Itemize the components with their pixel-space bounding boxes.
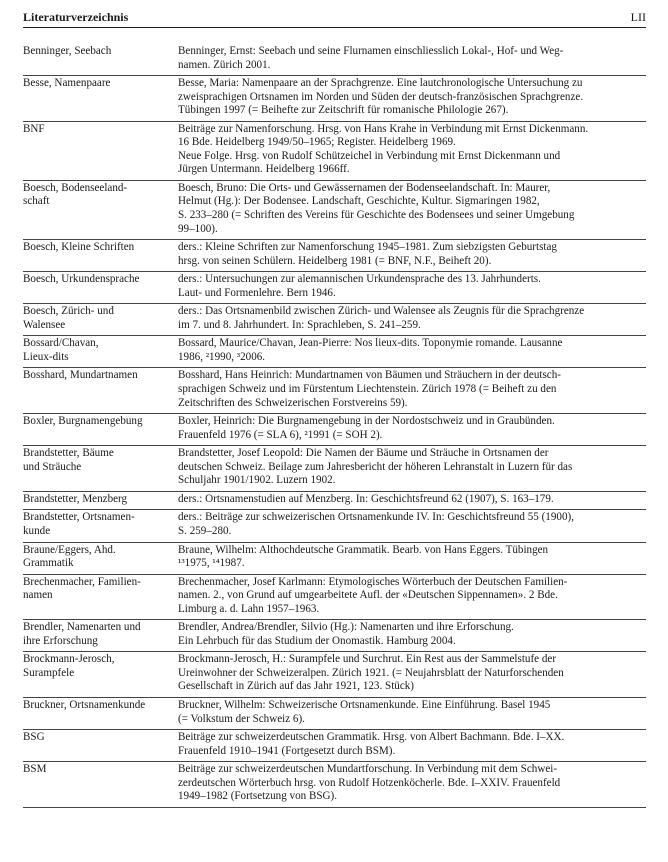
citation-line: Beiträge zur schweizerdeutschen Mundartforschung. In Verbindung mit dem Schwei- xyxy=(178,763,558,776)
bibliography-entry xyxy=(23,240,646,272)
entry-citation xyxy=(178,511,646,538)
short-title-line: und Sträuche xyxy=(23,460,82,473)
citation-line: Brandstetter, Josef Leopold: Die Namen der Bäume und Sträuche in Ortsnamen der xyxy=(178,447,549,460)
short-title-line: Braune/Eggers, Ahd. xyxy=(23,543,116,556)
entry-citation xyxy=(178,544,646,571)
citation-line: Limburg a. d. Lahn 1957–1963. xyxy=(178,602,320,615)
citation-line: zweisprachigen Ortsnamen im Norden und Süden der deutsch-französischen Sprachgrenze. xyxy=(178,90,584,103)
entry-citation xyxy=(178,77,646,118)
entry-citation xyxy=(178,621,646,648)
entry-citation xyxy=(178,699,646,726)
short-title-line: Boesch, Urkundensprache xyxy=(23,273,140,286)
short-title-line: Walensee xyxy=(23,318,66,331)
entry-short-title xyxy=(23,123,178,177)
citation-line: namen. 2., von Grund auf umgearbeitete Aufl. der «Deutschen Sippennamen». 2 Bde. xyxy=(178,589,558,602)
citation-line: Boesch, Bruno: Die Orts- und Gewässernamen der Bodenseelandschaft. In: Maurer, xyxy=(178,181,551,194)
short-title-line: Brendler, Namenarten und xyxy=(23,621,141,634)
entry-citation xyxy=(178,45,646,72)
citation-line: Jürgen Untermann. Heidelberg 1966ff. xyxy=(178,163,350,176)
bibliography-entry xyxy=(23,698,646,730)
citation-line: ders.: Untersuchungen zur alemannischen Urkundensprache des 13. Jahrhunderts. xyxy=(178,273,541,286)
entry-short-title xyxy=(23,273,178,300)
entry-short-title xyxy=(23,511,178,538)
entry-short-title xyxy=(23,763,178,804)
citation-line: im 7. und 8. Jahrhundert. In: Sprachleben, S. 241–259. xyxy=(178,318,421,331)
bibliography-entry xyxy=(23,446,646,492)
citation-line: Benninger, Ernst: Seebach und seine Flurnamen einschliesslich Lokal-, Hof- und Weg- xyxy=(178,45,564,57)
entry-short-title xyxy=(23,337,178,364)
bibliography-entry xyxy=(23,44,646,76)
bibliography-entry xyxy=(23,492,646,511)
entry-citation xyxy=(178,447,646,488)
short-title-line: Brandstetter, Bäume xyxy=(23,447,114,460)
citation-line: Bossard, Maurice/Chavan, Jean-Pierre: Nos lieux-dits. Toponymie romande. Lausanne xyxy=(178,337,563,350)
bibliography-entry xyxy=(23,510,646,542)
bibliography-entry xyxy=(23,304,646,336)
short-title-line: kunde xyxy=(23,524,51,537)
short-title-line: Besse, Namenpaare xyxy=(23,77,111,90)
short-title-line: Boesch, Bodenseeland- xyxy=(23,181,128,194)
entry-short-title xyxy=(23,653,178,694)
citation-line: Helmut (Hg.): Der Bodensee. Landschaft, Geschichte, Kultur. Sigmaringen 1982, xyxy=(178,195,540,208)
short-title-line: namen xyxy=(23,589,53,602)
citation-line: Frauenfeld 1976 (= SLA 6), ²1991 (= SOH 2). xyxy=(178,428,383,441)
entry-citation xyxy=(178,369,646,410)
entry-short-title xyxy=(23,544,178,571)
short-title-line: Brandstetter, Menzberg xyxy=(23,492,128,505)
short-title-line: Brandstetter, Ortsnamen- xyxy=(23,511,135,524)
entry-short-title xyxy=(23,621,178,648)
bibliography-entry xyxy=(23,414,646,446)
bibliography-entry xyxy=(23,122,646,181)
citation-line: Zeitschriften des Schweizerischen Forstvereins 59). xyxy=(178,396,408,409)
citation-line: sprachigen Schweiz und im Fürstentum Liechtenstein. Zürich 1978 (= Beiheft zu den xyxy=(178,383,557,396)
citation-line: Boxler, Heinrich: Die Burgnamengebung in der Nordostschweiz und in Graubünden. xyxy=(178,415,555,428)
short-title-line: BNF xyxy=(23,122,45,135)
entry-citation xyxy=(178,415,646,442)
entry-citation xyxy=(178,273,646,300)
entry-citation xyxy=(178,305,646,332)
short-title-line: Bosshard, Mundartnamen xyxy=(23,369,138,382)
bibliography-entry xyxy=(23,575,646,621)
section-title: Literaturverzeichnis xyxy=(23,10,129,24)
citation-line: ders.: Beiträge zur schweizerischen Ortsnamenkunde IV. In: Geschichtsfreund 55 (1900), xyxy=(178,511,574,524)
entry-citation xyxy=(178,241,646,268)
short-title-line: schaft xyxy=(23,195,50,208)
entry-short-title xyxy=(23,369,178,410)
page-header xyxy=(23,10,646,28)
citation-line: Schuljahr 1901/1902. Luzern 1902. xyxy=(178,474,336,487)
entry-short-title xyxy=(23,576,178,617)
citation-line: ders.: Das Ortsnamenbild zwischen Zürich- und Walensee als Zeugnis für die Sprachgrenze xyxy=(178,305,585,318)
bibliography-entry xyxy=(23,336,646,368)
entry-citation xyxy=(178,123,646,177)
bibliography-entry xyxy=(23,76,646,122)
citation-line: 1949–1982 (Fortsetzung von BSG). xyxy=(178,790,338,803)
citation-line: Beiträge zur schweizerdeutschen Grammatik. Hrsg. von Albert Bachmann. Bde. I–XX. xyxy=(178,731,565,744)
short-title-line: BSM xyxy=(23,763,47,776)
bibliography-entry xyxy=(23,181,646,240)
citation-line: namen. Zürich 2001. xyxy=(178,58,271,71)
entry-short-title xyxy=(23,493,178,507)
citation-line: S. 233–280 (= Schriften des Vereins für Geschichte des Bodensees und seiner Umgebung xyxy=(178,209,575,222)
bibliography-entry xyxy=(23,730,646,762)
short-title-line: Boesch, Kleine Schriften xyxy=(23,241,135,254)
entry-short-title xyxy=(23,305,178,332)
entry-short-title xyxy=(23,182,178,236)
citation-line: 16 Bde. Heidelberg 1949/50–1965; Register. Heidelberg 1969. xyxy=(178,136,456,149)
short-title-line: Brechenmacher, Familien- xyxy=(23,575,141,588)
entry-short-title xyxy=(23,77,178,118)
short-title-line: Bossard/Chavan, xyxy=(23,337,99,350)
citation-line: 99–100). xyxy=(178,222,218,235)
short-title-line: Bruckner, Ortsnamenkunde xyxy=(23,698,146,711)
entry-short-title xyxy=(23,45,178,72)
entry-citation xyxy=(178,337,646,364)
citation-line: Brechenmacher, Josef Karlmann: Etymologisches Wörterbuch der Deutschen Familien- xyxy=(178,575,568,588)
citation-line: S. 259–280. xyxy=(178,524,232,537)
citation-line: Brockmann-Jerosch, H.: Surampfele und Surchrut. Ein Rest aus der Sammelstufe der xyxy=(178,653,557,666)
bibliography-entry xyxy=(23,543,646,575)
citation-line: Neue Folge. Hrsg. von Rudolf Schützeichel in Verbindung mit Ernst Dickenmann und xyxy=(178,149,561,162)
header-rule xyxy=(23,27,646,28)
citation-line: Brendler, Andrea/Brendler, Silvio (Hg.): Namenarten und ihre Erforschung. xyxy=(178,621,514,634)
page-number: LII xyxy=(630,10,646,24)
short-title-line: BSG xyxy=(23,731,45,744)
bibliography-entry xyxy=(23,368,646,414)
citation-line: Braune, Wilhelm: Althochdeutsche Grammatik. Bearb. von Hans Eggers. Tübingen xyxy=(178,543,549,556)
entry-citation xyxy=(178,653,646,694)
short-title-line: Grammatik xyxy=(23,557,74,570)
entry-citation xyxy=(178,731,646,758)
citation-line: Laut- und Formenlehre. Bern 1946. xyxy=(178,286,336,299)
short-title-line: Boxler, Burgnamengebung xyxy=(23,415,143,428)
entry-citation xyxy=(178,493,646,507)
citation-line: ders.: Ortsnamenstudien auf Menzberg. In: Geschichtsfreund 62 (1907), S. 163–179. xyxy=(178,492,554,505)
citation-line: Ein Lehrbuch für das Studium der Onomastik. Hamburg 2004. xyxy=(178,634,456,647)
entry-citation xyxy=(178,576,646,617)
short-title-line: Benninger, Seebach xyxy=(23,45,112,57)
citation-line: ders.: Kleine Schriften zur Namenforschung 1945–1981. Zum siebzigsten Geburtstag xyxy=(178,241,557,254)
entry-citation xyxy=(178,763,646,804)
citation-line: Beiträge zur Namenforschung. Hrsg. von Hans Krahe in Verbindung mit Ernst Dickenmann. xyxy=(178,122,589,135)
short-title-line: Brockmann-Jerosch, xyxy=(23,653,115,666)
citation-line: ¹³1975, ¹⁴1987. xyxy=(178,557,245,570)
entry-short-title xyxy=(23,699,178,726)
citation-line: Bosshard, Hans Heinrich: Mundartnamen von Bäumen und Sträuchern in der deutsch- xyxy=(178,369,561,382)
bibliography-entry xyxy=(23,272,646,304)
bibliography-entry xyxy=(23,620,646,652)
citation-line: Gesellschaft in Zürich auf das Jahr 1921, 123. Stück) xyxy=(178,680,414,693)
entry-short-title xyxy=(23,241,178,268)
bibliography-entry xyxy=(23,762,646,808)
bibliography-list xyxy=(23,44,646,808)
citation-line: Ureinwohner der Schweizeralpen. Zürich 1921. (= Neujahrsblatt der Naturforschenden xyxy=(178,666,564,679)
entry-citation xyxy=(178,182,646,236)
citation-line: (= Volkstum der Schweiz 6). xyxy=(178,712,305,725)
citation-line: Frauenfeld 1910–1941 (Fortgesetzt durch BSM). xyxy=(178,744,396,757)
citation-line: Tübingen 1997 (= Beihefte zur Zeitschrift für romanische Philologie 267). xyxy=(178,104,509,117)
citation-line: Bruckner, Wilhelm: Schweizerische Ortsnamenkunde. Eine Einführung. Basel 1945 xyxy=(178,698,551,711)
citation-line: 1986, ²1990, ³2006. xyxy=(178,350,266,363)
short-title-line: Boesch, Zürich- und xyxy=(23,305,114,318)
bibliography-entry xyxy=(23,652,646,698)
short-title-line: Surampfele xyxy=(23,666,75,679)
entry-short-title xyxy=(23,447,178,488)
citation-line: zerdeutschen Wörterbuch hrsg. von Rudolf Hotzenköcherle. Bde. I–XXIV. Frauenfeld xyxy=(178,776,561,789)
citation-line: Besse, Maria: Namenpaare an der Sprachgrenze. Eine lautchronologische Untersuchung zu xyxy=(178,77,583,90)
entry-short-title xyxy=(23,731,178,758)
entry-short-title xyxy=(23,415,178,442)
citation-line: hrsg. von seinen Schülern. Heidelberg 1981 (= BNF, N.F., Beiheft 20). xyxy=(178,254,492,267)
citation-line: deutschen Schweiz. Beilage zum Jahresbericht der höheren Lehranstalt in Luzern für das xyxy=(178,460,573,473)
short-title-line: Lieux-dits xyxy=(23,350,69,363)
short-title-line: ihre Erforschung xyxy=(23,634,98,647)
